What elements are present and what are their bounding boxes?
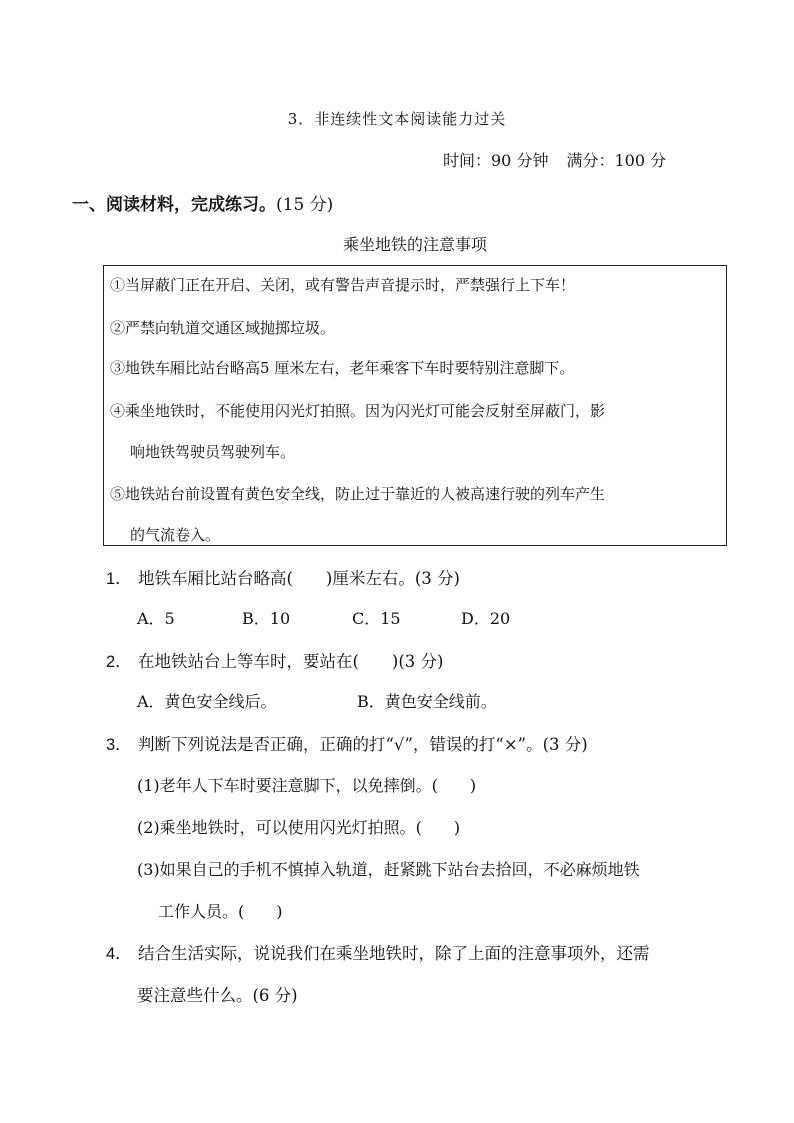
time-limit: 时间：90 分钟	[443, 151, 549, 170]
material-line: 响地铁驾驶员驾驶列车。	[130, 443, 296, 461]
section-heading	[72, 190, 333, 215]
material-title: 乘坐地铁的注意事项	[342, 235, 487, 254]
question-text-cont: 要注意些什么。(6 分)	[137, 986, 298, 1005]
judgement-item-2[interactable]: (2)乘坐地铁时，可以使用闪光灯拍照。( )	[137, 818, 461, 837]
question-number: 3．	[106, 736, 132, 754]
question-text: 地铁车厢比站台略高( )厘米左右。(3 分)	[138, 569, 460, 588]
section-label: 一、阅读材料，完成练习。	[72, 195, 276, 215]
question-3	[106, 731, 588, 755]
option-d[interactable]: D．20	[461, 609, 511, 628]
section-points: (15 分)	[276, 195, 334, 215]
option-a[interactable]: A．黄色安全线后。	[137, 692, 277, 711]
question-2	[106, 648, 444, 672]
option-a[interactable]: A．5	[137, 609, 175, 628]
full-score: 满分：100 分	[566, 151, 667, 170]
question-4	[106, 940, 650, 964]
material-line: 的气流卷入。	[130, 526, 221, 544]
material-line: ④乘坐地铁时，不能使用闪光灯拍照。因为闪光灯可能会反射至屏蔽门，影	[110, 402, 606, 420]
judgement-item-1[interactable]: (1)老年人下车时要注意脚下，以免摔倒。( )	[137, 776, 477, 795]
material-line: ⑤地铁站台前设置有黄色安全线，防止过于靠近的人被高速行驶的列车产生	[110, 485, 606, 503]
question-number: 1．	[106, 570, 132, 588]
question-1	[106, 565, 460, 589]
question-number: 4．	[106, 945, 132, 963]
option-b[interactable]: B．黄色安全线前。	[357, 692, 497, 711]
judgement-item-3[interactable]: (3)如果自己的手机不慎掉入轨道，赶紧跳下站台去拾回，不必麻烦地铁	[137, 860, 640, 879]
exam-meta	[443, 148, 684, 171]
material-line: ①当屏蔽门正在开启、关闭，或有警告声音提示时，严禁强行上下车！	[110, 276, 576, 294]
material-line: ③地铁车厢比站台略高5 厘米左右，老年乘客下车时要特别注意脚下。	[110, 359, 575, 377]
material-line: ②严禁向轨道交通区域抛掷垃圾。	[110, 319, 336, 337]
option-c[interactable]: C．15	[352, 609, 401, 628]
option-b[interactable]: B．10	[242, 609, 291, 628]
question-number: 2．	[106, 653, 132, 671]
question-text: 结合生活实际，说说我们在乘坐地铁时，除了上面的注意事项外，还需	[138, 944, 650, 963]
page-title: 3．非连续性文本阅读能力过关	[287, 110, 507, 128]
question-text: 在地铁站台上等车时，要站在( )(3 分)	[138, 652, 444, 671]
judgement-item-3-cont[interactable]: 工作人员。( )	[158, 902, 283, 921]
question-text: 判断下列说法是否正确，正确的打“√”，错误的打“×”。(3 分)	[138, 735, 588, 754]
